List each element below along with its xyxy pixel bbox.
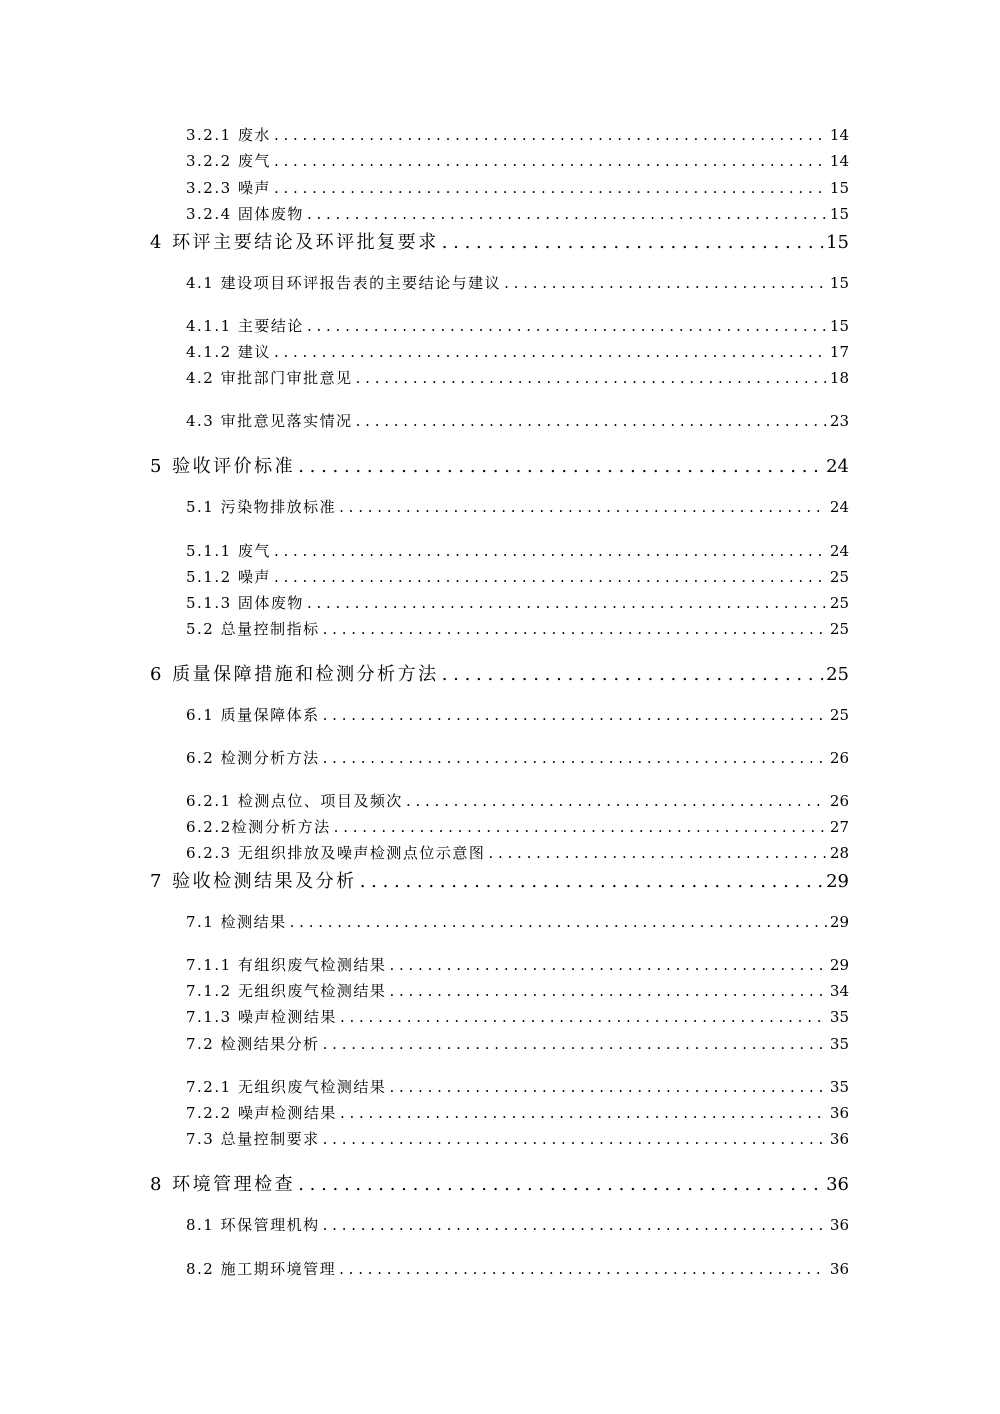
toc-page-number: 25 [829,594,849,612]
dot-leader [340,1008,827,1026]
toc-entry-label: 6.2.3 无组织排放及噪声检测点位示意图 [186,844,486,862]
toc-entry-label: 4.1.2 建议 [186,343,271,361]
toc-entry-7-2-1[interactable] [186,1076,849,1097]
toc-page-number: 25 [829,568,849,586]
toc-entry-6-2-2[interactable] [186,816,849,837]
dot-leader [323,620,827,638]
toc-page-number: 29 [826,871,849,892]
toc-entry-label: 6.2 检测分析方法 [186,749,320,767]
toc-page-number: 23 [829,412,849,430]
toc-entry-label: 7.1.1 有组织废气检测结果 [186,956,387,974]
toc-entry-8[interactable] [150,1170,849,1196]
toc-entry-label: 3.2.2 废气 [186,152,271,170]
toc-page-number: 26 [829,749,849,767]
toc-page-number: 36 [829,1130,849,1148]
toc-page-number: 15 [829,274,849,292]
toc-entry-label: 4.2 审批部门审批意见 [186,369,353,387]
toc-page-number: 28 [829,844,849,862]
dot-leader [340,1104,827,1122]
toc-entry-6-2-1[interactable] [186,790,849,811]
dot-leader [356,369,827,387]
dot-leader [334,818,827,836]
toc-entry-7[interactable] [150,867,849,893]
toc-entry-5-1-2[interactable] [186,566,849,587]
dot-leader [389,1078,826,1096]
toc-entry-label: 3.2.3 噪声 [186,179,271,197]
dot-leader [389,982,826,1000]
dot-leader [307,594,827,612]
toc-page-number: 36 [829,1216,849,1234]
toc-page-number: 35 [829,1035,849,1053]
toc-entry-7-3[interactable] [186,1128,849,1149]
toc-entry-label: 4.3 审批意见落实情况 [186,412,353,430]
dot-leader [290,913,827,931]
toc-entry-4-1-1[interactable] [186,315,849,336]
toc-entry-5[interactable] [150,452,849,478]
dot-leader [356,412,827,430]
toc-entry-6-1[interactable] [186,704,849,725]
toc-page-number: 26 [829,792,849,810]
toc-entry-label: 6.1 质量保障体系 [186,706,320,724]
dot-leader [274,343,827,361]
dot-leader [406,792,827,810]
toc-page-number: 15 [826,232,849,253]
toc-page-number: 15 [829,317,849,335]
toc-entry-label: 7 验收检测结果及分析 [150,871,357,892]
toc-page-number: 35 [829,1008,849,1026]
toc-entry-4-1[interactable] [186,272,849,293]
dot-leader [442,664,823,685]
toc-entry-label: 3.2.1 废水 [186,126,271,144]
toc-page-number: 15 [829,205,849,223]
toc-entry-3-2-3[interactable] [186,177,849,198]
toc-entry-label: 6.2.2检测分析方法 [186,818,331,836]
toc-entry-label: 7.1.3 噪声检测结果 [186,1008,337,1026]
toc-page-number: 34 [829,982,849,1000]
toc-entry-label: 5.2 总量控制指标 [186,620,320,638]
toc-page-number: 24 [829,542,849,560]
toc-entry-label: 7.2.1 无组织废气检测结果 [186,1078,387,1096]
toc-entry-label: 7.1 检测结果 [186,913,287,931]
dot-leader [298,456,823,477]
dot-leader [307,205,827,223]
dot-leader [274,152,827,170]
toc-entry-label: 4.1.1 主要结论 [186,317,304,335]
dot-leader [504,274,827,292]
dot-leader [274,179,827,197]
toc-entry-label: 7.3 总量控制要求 [186,1130,320,1148]
dot-leader [339,1260,827,1278]
toc-entry-label: 5.1.2 噪声 [186,568,271,586]
toc-page-number: 36 [826,1174,849,1195]
dot-leader [488,844,826,862]
dot-leader [298,1174,823,1195]
toc-entry-3-2-1[interactable] [186,124,849,145]
toc-entry-label: 4.1 建设项目环评报告表的主要结论与建议 [186,274,502,292]
toc-entry-4-3[interactable] [186,410,849,431]
dot-leader [323,706,827,724]
dot-leader [274,568,827,586]
dot-leader [442,232,823,253]
toc-entry-6-2[interactable] [186,747,849,768]
toc-entry-8-2[interactable] [186,1258,849,1279]
toc-entry-4-1-2[interactable] [186,341,849,362]
dot-leader [323,1216,827,1234]
dot-leader [389,956,826,974]
toc-entry-7-2-2[interactable] [186,1102,849,1123]
toc-page-number: 25 [829,706,849,724]
toc-page-number: 24 [826,456,849,477]
dot-leader [274,126,827,144]
toc-entry-label: 8.2 施工期环境管理 [186,1260,337,1278]
toc-entry-label: 3.2.4 固体废物 [186,205,304,223]
toc-entry-label: 6 质量保障措施和检测分析方法 [150,664,439,685]
dot-leader [323,1035,827,1053]
toc-entry-7-1-2[interactable] [186,980,849,1001]
toc-page-number: 27 [829,818,849,836]
toc-page-number: 25 [826,664,849,685]
toc-entry-label: 5.1.3 固体废物 [186,594,304,612]
toc-entry-7-1-3[interactable] [186,1006,849,1027]
toc-entry-label: 7.2.2 噪声检测结果 [186,1104,337,1122]
dot-leader [274,542,827,560]
toc-entry-label: 7.1.2 无组织废气检测结果 [186,982,387,1000]
toc-page-number: 17 [829,343,849,361]
toc-entry-label: 8 环境管理检查 [150,1174,296,1195]
toc-entry-6-2-3[interactable] [186,842,849,863]
toc-entry-label: 5.1.1 废气 [186,542,271,560]
toc-page-number: 25 [829,620,849,638]
toc-page-number: 14 [829,152,849,170]
dot-leader [339,498,827,516]
toc-entry-label: 7.2 检测结果分析 [186,1035,320,1053]
toc-page-number: 18 [829,369,849,387]
dot-leader [323,749,827,767]
toc-entry-label: 5 验收评价标准 [150,456,296,477]
toc-entry-3-2-4[interactable] [186,203,849,224]
toc-entry-5-1-3[interactable] [186,592,849,613]
toc-page-number: 36 [829,1260,849,1278]
toc-entry-label: 4 环评主要结论及环评批复要求 [150,232,439,253]
toc-page-number: 35 [829,1078,849,1096]
toc-page-number: 14 [829,126,849,144]
toc-entry-7-1[interactable] [186,911,849,932]
dot-leader [360,871,823,892]
dot-leader [323,1130,827,1148]
toc-entry-7-1-1[interactable] [186,954,849,975]
toc-entry-5-1[interactable] [186,496,849,517]
toc-page-number: 15 [829,179,849,197]
toc-entry-4-2[interactable] [186,367,849,388]
toc-entry-5-2[interactable] [186,618,849,639]
dot-leader [307,317,827,335]
toc-entry-label: 8.1 环保管理机构 [186,1216,320,1234]
toc-page-number: 29 [829,913,849,931]
toc-page-number: 24 [829,498,849,516]
toc-entry-6[interactable] [150,660,849,686]
toc-page-number: 36 [829,1104,849,1122]
toc-entry-3-2-2[interactable] [186,150,849,171]
toc-entry-4[interactable] [150,228,849,254]
toc-page-number: 29 [829,956,849,974]
toc-entry-label: 6.2.1 检测点位、项目及频次 [186,792,403,810]
toc-entry-8-1[interactable] [186,1214,849,1235]
toc-entry-5-1-1[interactable] [186,540,849,561]
toc-entry-label: 5.1 污染物排放标准 [186,498,337,516]
toc-entry-7-2[interactable] [186,1033,849,1054]
